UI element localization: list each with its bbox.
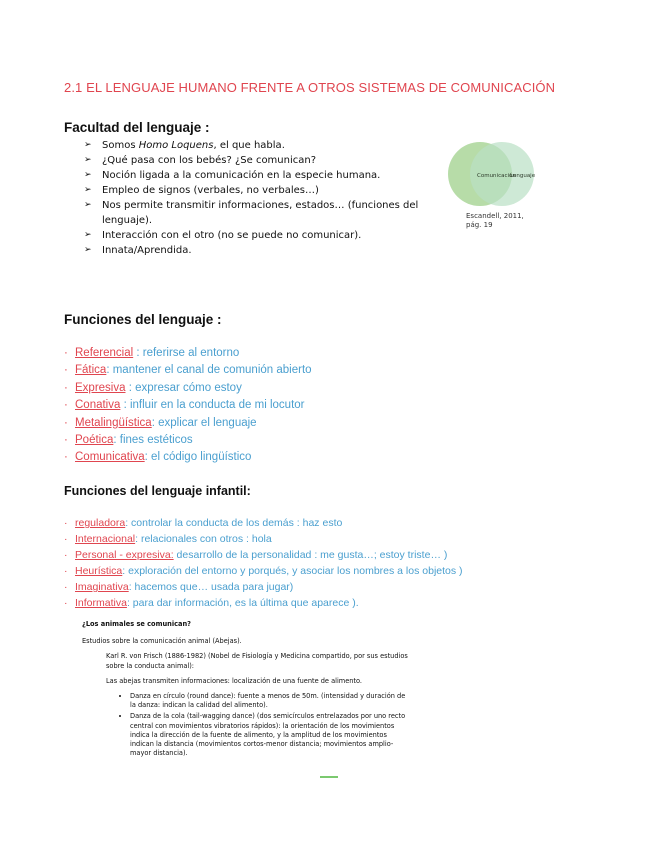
arrow-bullet-icon: ➢ bbox=[84, 155, 92, 165]
list-item: · Imaginativa: hacemos que… usada para jugar) bbox=[64, 581, 294, 593]
venn-label-lenguaje: Lenguaje bbox=[510, 173, 536, 179]
list-item: · Heurística: exploración del entorno y porqués, y asociar los nombres a los objetos ) bbox=[64, 565, 463, 577]
list-item: · Poética: fines estéticos bbox=[64, 434, 193, 447]
bees-intro: Estudios sobre la comunicación animal (Abejas). bbox=[82, 637, 242, 646]
venn-label-comunicacion: Comunicación bbox=[477, 173, 516, 179]
arrow-bullet-icon: ➢ bbox=[84, 200, 92, 210]
list-item: ➢ Innata/Aprendida. bbox=[84, 245, 192, 256]
list-item: ➢ Nos permite transmitir informaciones, estados… (funciones del lenguaje). bbox=[84, 200, 419, 226]
bees-body bbox=[106, 652, 412, 686]
arrow-bullet-icon: ➢ bbox=[84, 185, 92, 195]
bees-transmit: Las abejas transmiten informaciones: localización de una fuente de alimento. bbox=[106, 676, 363, 685]
list-item: ➢ Somos Homo Loquens, el que habla. bbox=[84, 140, 285, 151]
list-item: · Referencial : referirse al entorno bbox=[64, 347, 240, 359]
venn-caption: Escandell, 2011, pág. 19 bbox=[466, 212, 524, 229]
list-item: · Internacional: relacionales con otros : hola bbox=[64, 533, 272, 545]
bees-question: ¿Los animales se comunican? bbox=[82, 620, 191, 628]
green-underline-mark bbox=[320, 776, 338, 778]
page-title: 2.1 EL LENGUAJE HUMANO FRENTE A OTROS SISTEMAS DE COMUNICACIÓN bbox=[64, 80, 556, 95]
list-item: · Informativa: para dar información, es la última que aparece ). bbox=[64, 597, 359, 609]
arrow-bullet-icon: ➢ bbox=[84, 140, 92, 150]
funciones-list bbox=[64, 345, 312, 467]
facultad-list bbox=[84, 138, 424, 258]
list-item: • Danza de la cola (tail-wagging dance) (dos semicírculos entrelazados por uno recto central con movimientos vibratorios rápidos): la orientación de los movimientos indica la dirección de la fuente de alimento, y la amplitud de los movimientos indican la distancia (movimientos cortos-menor distancia; movimientos amplio-mayor distancia). bbox=[130, 712, 412, 758]
venn-diagram bbox=[444, 140, 554, 208]
bees-frisch: Karl R. von Frisch (1886-1982) (Nobel de Fisiología y Medicina compartido, por sus estudios sobre la conducta animal): bbox=[106, 652, 408, 670]
infantil-heading: Funciones del lenguaje infantil: bbox=[64, 484, 251, 498]
facultad-heading: Facultad del lenguaje : bbox=[64, 120, 210, 135]
bees-dances bbox=[82, 692, 412, 758]
bees-excerpt bbox=[82, 620, 412, 760]
list-item: · Metalingüística: explicar el lenguaje bbox=[64, 416, 257, 429]
funciones-heading: Funciones del lenguaje : bbox=[64, 312, 222, 327]
list-item: · Fática: mantener el canal de comunión abierto bbox=[64, 364, 312, 377]
list-item: ➢ ¿Qué pasa con los bebés? ¿Se comunican? bbox=[84, 155, 317, 166]
list-item: · Comunicativa: el código lingüístico bbox=[64, 451, 252, 464]
list-item: • Danza en círculo (round dance): fuente a menos de 50m. (intensidad y duración de la danza: indican la calidad del alimento). bbox=[130, 692, 412, 710]
list-item: · Expresiva : expresar cómo estoy bbox=[64, 381, 242, 394]
list-item: · Personal - expresiva: desarrollo de la personalidad : me gusta…; estoy triste… ) bbox=[64, 549, 448, 561]
list-item: ➢ Empleo de signos (verbales, no verbales…) bbox=[84, 185, 319, 196]
list-item: ➢ Noción ligada a la comunicación en la especie humana. bbox=[84, 170, 381, 181]
list-item: · Conativa : influir en la conducta de mi locutor bbox=[64, 399, 305, 412]
arrow-bullet-icon: ➢ bbox=[84, 245, 92, 255]
infantil-list bbox=[64, 515, 463, 611]
list-item: · reguladora: controlar la conducta de los demás : haz esto bbox=[64, 517, 343, 529]
arrow-bullet-icon: ➢ bbox=[84, 170, 92, 180]
list-item: ➢ Interacción con el otro (no se puede no comunicar). bbox=[84, 230, 362, 241]
arrow-bullet-icon: ➢ bbox=[84, 230, 92, 240]
